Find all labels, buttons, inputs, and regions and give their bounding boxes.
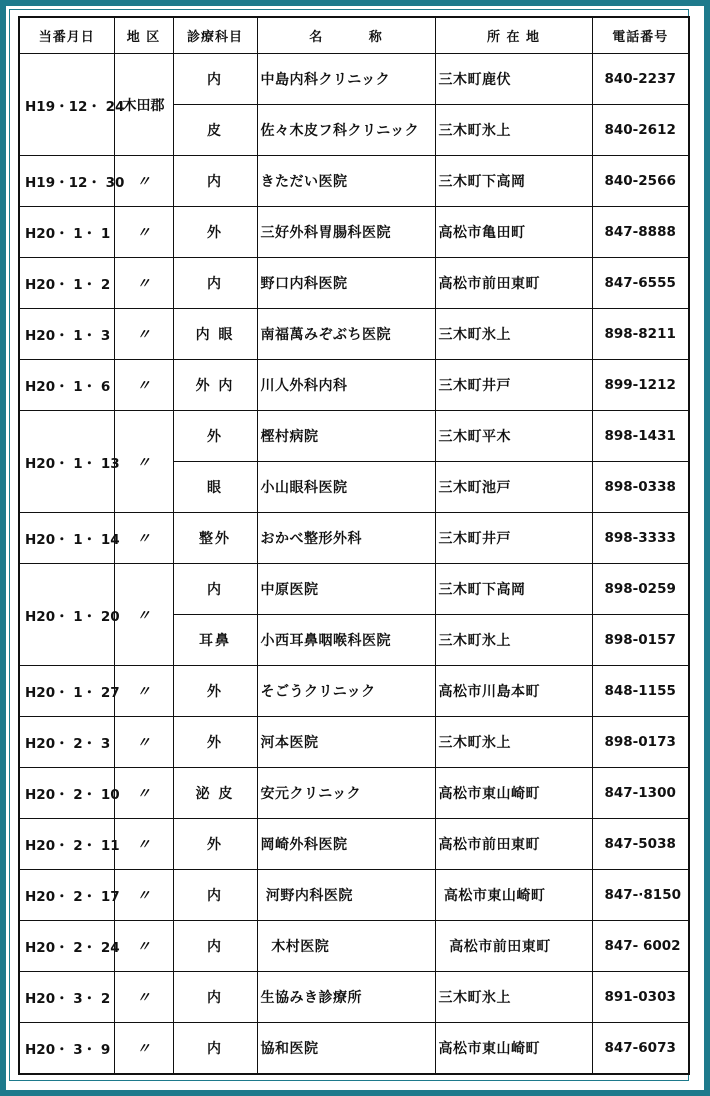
clinic-address: 高松市東山崎町 bbox=[435, 1023, 592, 1075]
duty-date: H20・ 1・ 6 bbox=[19, 360, 114, 411]
duty-date: H20・ 2・ 24 bbox=[19, 921, 114, 972]
clinic-address: 三木町氷上 bbox=[435, 615, 592, 666]
district: 〃 bbox=[114, 513, 173, 564]
phone-number: 898-1431 bbox=[592, 411, 689, 462]
district: 木田郡 bbox=[114, 54, 173, 156]
header-date: 当番月日 bbox=[19, 17, 114, 54]
clinic-address: 三木町氷上 bbox=[435, 105, 592, 156]
phone-number: 847-6073 bbox=[592, 1023, 689, 1075]
clinic-name: 中島内科クリニック bbox=[257, 54, 435, 105]
phone-number: 847-6555 bbox=[592, 258, 689, 309]
table-row bbox=[19, 258, 689, 309]
duty-date: H20・ 2・ 17 bbox=[19, 870, 114, 921]
duty-date: H20・ 1・ 13 bbox=[19, 411, 114, 513]
table-row bbox=[19, 819, 689, 870]
clinic-name: きただい医院 bbox=[257, 156, 435, 207]
clinic-address: 三木町氷上 bbox=[435, 972, 592, 1023]
clinic-address: 高松市前田東町 bbox=[435, 921, 592, 972]
department: 内 bbox=[173, 870, 257, 921]
district: 〃 bbox=[114, 819, 173, 870]
department: 耳鼻 bbox=[173, 615, 257, 666]
clinic-name: おかべ整形外科 bbox=[257, 513, 435, 564]
phone-number: 848-1155 bbox=[592, 666, 689, 717]
clinic-address: 三木町鹿伏 bbox=[435, 54, 592, 105]
clinic-name: 協和医院 bbox=[257, 1023, 435, 1075]
duty-date: H20・ 1・ 1 bbox=[19, 207, 114, 258]
department: 内 bbox=[173, 258, 257, 309]
duty-date: H20・ 2・ 11 bbox=[19, 819, 114, 870]
phone-number: 847- 6002 bbox=[592, 921, 689, 972]
clinic-name: 木村医院 bbox=[257, 921, 435, 972]
header-area: 地 区 bbox=[114, 17, 173, 54]
table-row bbox=[19, 207, 689, 258]
table-row bbox=[19, 1023, 689, 1075]
clinic-address: 高松市前田東町 bbox=[435, 258, 592, 309]
duty-date: H20・ 3・ 9 bbox=[19, 1023, 114, 1075]
department: 内 bbox=[173, 54, 257, 105]
district: 〃 bbox=[114, 411, 173, 513]
clinic-name: 樫村病院 bbox=[257, 411, 435, 462]
district: 〃 bbox=[114, 921, 173, 972]
department: 内 眼 bbox=[173, 309, 257, 360]
department: 皮 bbox=[173, 105, 257, 156]
department: 外 bbox=[173, 207, 257, 258]
district: 〃 bbox=[114, 768, 173, 819]
duty-date: H20・ 1・ 27 bbox=[19, 666, 114, 717]
header-row bbox=[19, 17, 689, 54]
clinic-name: 野口内科医院 bbox=[257, 258, 435, 309]
clinic-address: 三木町氷上 bbox=[435, 309, 592, 360]
clinic-address: 三木町池戸 bbox=[435, 462, 592, 513]
phone-number: 840-2566 bbox=[592, 156, 689, 207]
department: 外 bbox=[173, 819, 257, 870]
duty-date: H20・ 3・ 2 bbox=[19, 972, 114, 1023]
department: 内 bbox=[173, 156, 257, 207]
clinic-name: そごうクリニック bbox=[257, 666, 435, 717]
district: 〃 bbox=[114, 156, 173, 207]
clinic-name: 岡崎外科医院 bbox=[257, 819, 435, 870]
header-address: 所 在 地 bbox=[435, 17, 592, 54]
table-row bbox=[19, 717, 689, 768]
clinic-address: 高松市前田東町 bbox=[435, 819, 592, 870]
department: 内 bbox=[173, 921, 257, 972]
phone-number: 847-8888 bbox=[592, 207, 689, 258]
table-row bbox=[19, 309, 689, 360]
table-row bbox=[19, 870, 689, 921]
phone-number: 847-5038 bbox=[592, 819, 689, 870]
clinic-address: 高松市川島本町 bbox=[435, 666, 592, 717]
clinic-name: 安元クリニック bbox=[257, 768, 435, 819]
phone-number: 847-·8150 bbox=[592, 870, 689, 921]
phone-number: 898-0259 bbox=[592, 564, 689, 615]
district: 〃 bbox=[114, 564, 173, 666]
clinic-name: 河本医院 bbox=[257, 717, 435, 768]
department: 内 bbox=[173, 972, 257, 1023]
clinic-address: 高松市亀田町 bbox=[435, 207, 592, 258]
department: 外 内 bbox=[173, 360, 257, 411]
table-row bbox=[19, 768, 689, 819]
duty-date: H19・12・ 30 bbox=[19, 156, 114, 207]
clinic-name: 小山眼科医院 bbox=[257, 462, 435, 513]
clinic-address: 三木町下高岡 bbox=[435, 564, 592, 615]
duty-date: H20・ 1・ 20 bbox=[19, 564, 114, 666]
clinic-name: 河野内科医院 bbox=[257, 870, 435, 921]
department: 眼 bbox=[173, 462, 257, 513]
duty-date: H19・12・ 24 bbox=[19, 54, 114, 156]
clinic-name: 川人外科内科 bbox=[257, 360, 435, 411]
duty-date: H20・ 1・ 2 bbox=[19, 258, 114, 309]
duty-date: H20・ 1・ 14 bbox=[19, 513, 114, 564]
department: 内 bbox=[173, 564, 257, 615]
district: 〃 bbox=[114, 972, 173, 1023]
clinic-address: 三木町氷上 bbox=[435, 717, 592, 768]
clinic-name: 中原医院 bbox=[257, 564, 435, 615]
phone-number: 847-1300 bbox=[592, 768, 689, 819]
district: 〃 bbox=[114, 717, 173, 768]
clinic-name: 佐々木皮フ科クリニック bbox=[257, 105, 435, 156]
clinic-address: 高松市東山崎町 bbox=[435, 870, 592, 921]
table-row bbox=[19, 156, 689, 207]
header-department: 診療科目 bbox=[173, 17, 257, 54]
clinic-name: 生協みき診療所 bbox=[257, 972, 435, 1023]
duty-date: H20・ 2・ 3 bbox=[19, 717, 114, 768]
table-row bbox=[19, 972, 689, 1023]
table-body bbox=[19, 54, 689, 1075]
department: 外 bbox=[173, 717, 257, 768]
table-row bbox=[19, 564, 689, 615]
table-row bbox=[19, 360, 689, 411]
district: 〃 bbox=[114, 360, 173, 411]
phone-number: 840-2237 bbox=[592, 54, 689, 105]
district: 〃 bbox=[114, 258, 173, 309]
clinic-address: 高松市東山崎町 bbox=[435, 768, 592, 819]
district: 〃 bbox=[114, 666, 173, 717]
header-name: 名 称 bbox=[257, 17, 435, 54]
table-row bbox=[19, 54, 689, 105]
clinic-name: 小西耳鼻咽喉科医院 bbox=[257, 615, 435, 666]
department: 外 bbox=[173, 411, 257, 462]
clinic-name: 三好外科胃腸科医院 bbox=[257, 207, 435, 258]
phone-number: 898-8211 bbox=[592, 309, 689, 360]
table-row bbox=[19, 411, 689, 462]
department: 内 bbox=[173, 1023, 257, 1075]
district: 〃 bbox=[114, 1023, 173, 1075]
duty-date: H20・ 2・ 10 bbox=[19, 768, 114, 819]
clinic-address: 三木町井戸 bbox=[435, 513, 592, 564]
district: 〃 bbox=[114, 207, 173, 258]
department: 泌 皮 bbox=[173, 768, 257, 819]
phone-number: 899-1212 bbox=[592, 360, 689, 411]
clinic-name: 南福萬みぞぶち医院 bbox=[257, 309, 435, 360]
phone-number: 840-2612 bbox=[592, 105, 689, 156]
department: 外 bbox=[173, 666, 257, 717]
district: 〃 bbox=[114, 309, 173, 360]
clinic-address: 三木町下高岡 bbox=[435, 156, 592, 207]
table-row bbox=[19, 921, 689, 972]
table-row bbox=[19, 513, 689, 564]
phone-number: 898-0157 bbox=[592, 615, 689, 666]
table-row bbox=[19, 666, 689, 717]
clinic-address: 三木町井戸 bbox=[435, 360, 592, 411]
clinic-address: 三木町平木 bbox=[435, 411, 592, 462]
duty-date: H20・ 1・ 3 bbox=[19, 309, 114, 360]
phone-number: 898-0338 bbox=[592, 462, 689, 513]
department: 整外 bbox=[173, 513, 257, 564]
header-phone: 電話番号 bbox=[592, 17, 689, 54]
duty-doctor-table bbox=[18, 16, 690, 1075]
district: 〃 bbox=[114, 870, 173, 921]
phone-number: 898-0173 bbox=[592, 717, 689, 768]
phone-number: 891-0303 bbox=[592, 972, 689, 1023]
phone-number: 898-3333 bbox=[592, 513, 689, 564]
